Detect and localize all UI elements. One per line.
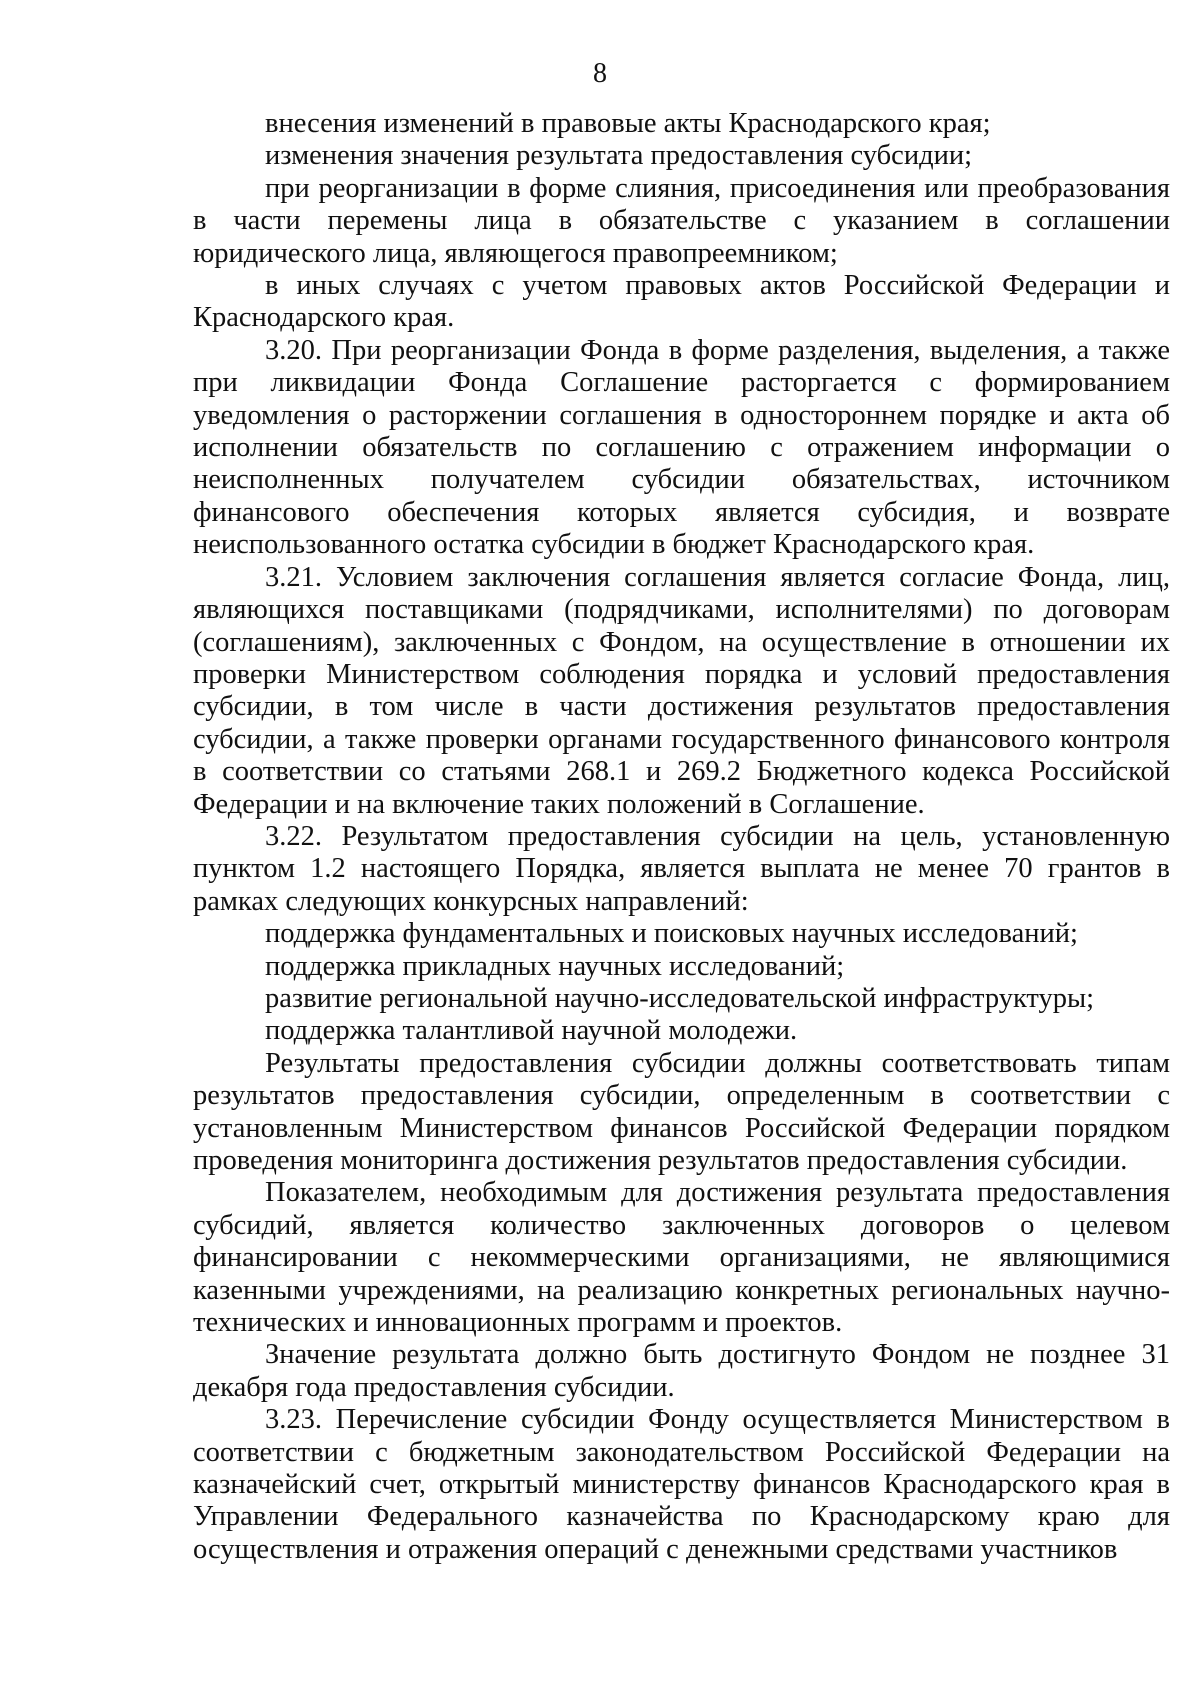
paragraph-indicator: Показателем, необходимым для достижения результата предоставления субсидий, является количество заключенных договоров о целевом финансировании с некоммерческими организациями, не являющимися казенными учреждениями, на реализацию конкретных региональных научно-технических и инновационных программ и проектов. [193, 1177, 1170, 1339]
paragraph-reorganization-merger: при реорганизации в форме слияния, присоединения или преобразования в части перемены лица в обязательстве с указанием в соглашении юридического лица, являющегося правопреемником; [193, 172, 1170, 269]
paragraph-deadline: Значение результата должно быть достигнуто Фондом не позднее 31 декабря года предоставления субсидии. [193, 1339, 1170, 1403]
paragraph-3-22: 3.22. Результатом предоставления субсидии на цель, установленную пунктом 1.2 настоящего Порядка, является выплата не менее 70 грантов в рамках следующих конкурсных направлений: [193, 820, 1170, 917]
paragraph-result-value-change: изменения значения результата предоставления субсидии; [265, 140, 973, 172]
paragraph-other-cases: в иных случаях с учетом правовых актов Российской Федерации и Краснодарского края. [193, 270, 1170, 334]
list-item-young-scientists: поддержка талантливой научной молодежи. [265, 1015, 798, 1047]
page-number: 8 [593, 58, 607, 89]
paragraph-amendment-legal-acts: внесения изменений в правовые акты Краснодарского края; [265, 108, 991, 139]
document-body [193, 108, 1170, 1566]
list-item-fundamental-research: поддержка фундаментальных и поисковых научных исследований; [265, 918, 1078, 950]
list-item-research-infrastructure: развитие региональной научно-исследовательской инфраструктуры; [265, 982, 1095, 1014]
paragraph-3-21: 3.21. Условием заключения соглашения является согласие Фонда, лиц, являющихся поставщиками (подрядчиками, исполнителями) по договорам (соглашениям), заключенных с Фондом, на осуществление в отношении их проверки Министерством соблюдения порядка и условий предоставления субсидии, в том числе в части достижения результатов предоставления субсидии, а также проверки органами государственного финансового контроля в соответствии со статьями 268.1 и 269.2 Бюджетного кодекса Российской Федерации и на включение таких положений в Соглашение. [193, 561, 1170, 820]
list-item-applied-research: поддержка прикладных научных исследований; [265, 950, 845, 982]
paragraph-3-20: 3.20. При реорганизации Фонда в форме разделения, выделения, а также при ликвидации Фонда Соглашение расторгается с формированием уведомления о расторжении соглашения в одностороннем порядке и акта об исполнении обязательств по соглашению с отражением информации о неисполненных получателем субсидии обязательствах, источником финансового обеспечения которых является субсидия, и возврате неиспользованного остатка субсидии в бюджет Краснодарского края. [193, 334, 1170, 561]
paragraph-3-23: 3.23. Перечисление субсидии Фонду осуществляется Министерством в соответствии с бюджетным законодательством Российской Федерации на казначейский счет, открытый министерству финансов Краснодарского края в Управлении Федерального казначейства по Краснодарскому краю для осуществления и отражения операций с денежными средствами участников [193, 1404, 1170, 1565]
paragraph-result-types: Результаты предоставления субсидии должны соответствовать типам результатов предоставления субсидии, определенным в соответствии с установленным Министерством финансов Российской Федерации порядком проведения мониторинга достижения результатов предоставления субсидии. [193, 1047, 1170, 1176]
